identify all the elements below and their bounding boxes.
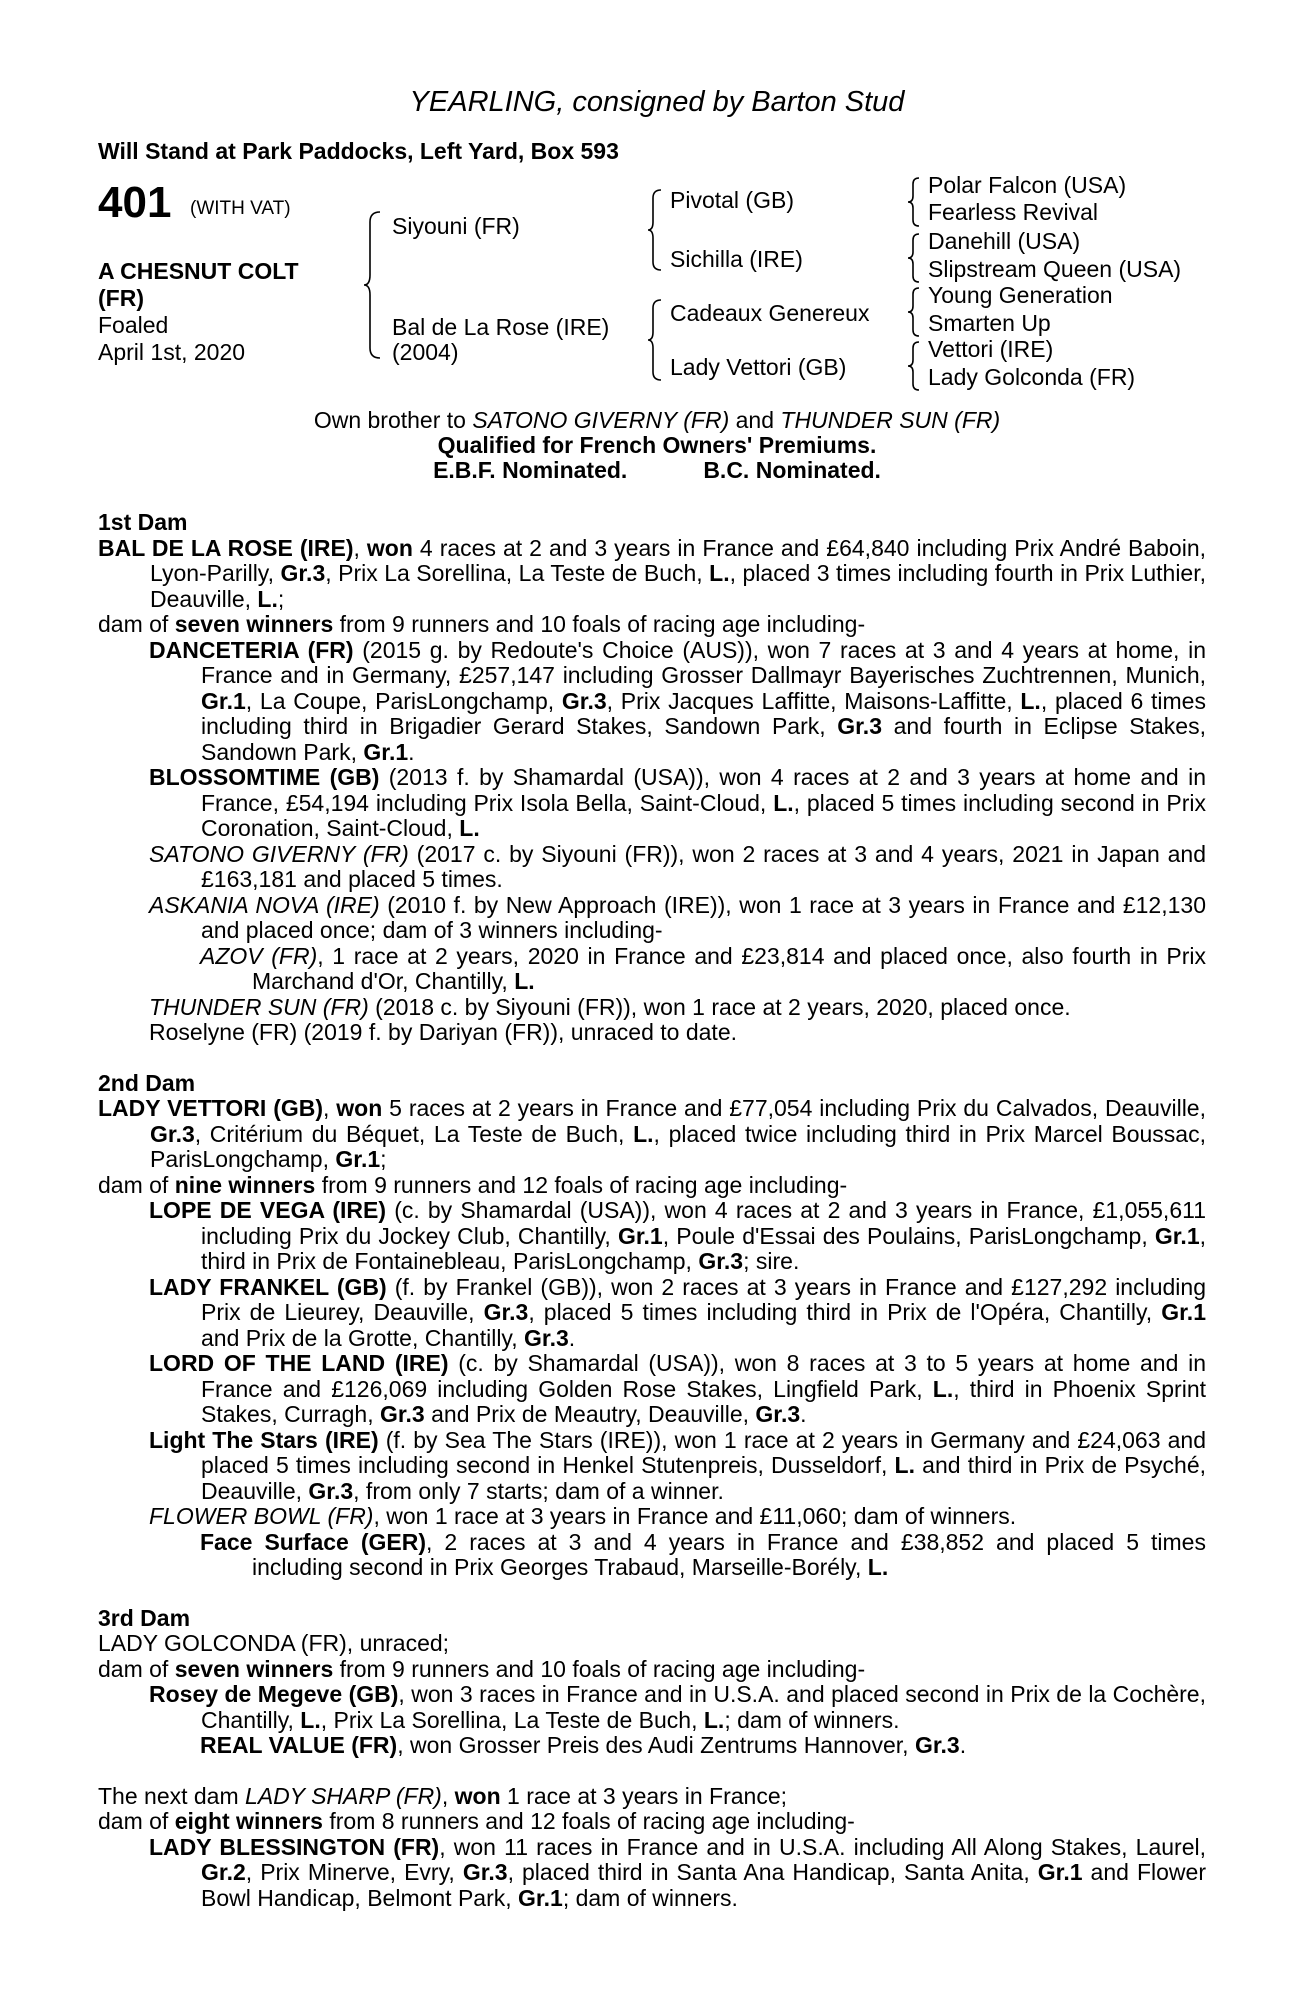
- stand-location: Will Stand at Park Paddocks, Left Yard, Box 593: [98, 138, 619, 164]
- dam2-heading: 2nd Dam: [98, 1069, 196, 1096]
- produce-light-the-stars: Light The Stars (IRE) (f. by Sea The Stars (IRE)), won 1 race at 2 years in Germany and £24,063 and placed 5 times including second in Henkel Stutenpreis, Dusseldorf, L. and third in Prix de Psyché, Deauville, Gr.3, from only 7 starts; dam of a winner.: [149, 1426, 1207, 1504]
- produce-lope-de-vega: LOPE DE VEGA (IRE) (c. by Shamardal (USA)), won 4 races at 2 and 3 years in France, £1,055,611 including Prix du Jockey Club, Chantilly, Gr.1, Poule d'Essai des Poulains, ParisLongchamp, Gr.1, third in Prix de Fontainebleau, ParisLongchamp, Gr.3; sire.: [149, 1197, 1207, 1274]
- brother-note: Own brother to SATONO GIVERNY (FR) and THUNDER SUN (FR): [313, 407, 1001, 433]
- sire-name: Siyouni (FR): [392, 213, 520, 239]
- produce-rosey-de-megeve: Rosey de Megeve (GB), won 3 races in France and in U.S.A. and placed second in Prix de la Cochère, Chantilly, L., Prix La Sorellina, La Teste de Buch, L.; dam of winners.: [149, 1681, 1206, 1733]
- grandsire-4: Vettori (IRE): [928, 336, 1054, 362]
- dam3-produce-summary: dam of seven winners from 9 runners and 10 foals of racing age including-: [98, 1655, 866, 1682]
- dam2-produce-summary: dam of nine winners from 9 runners and 12 foals of racing age including-: [98, 1171, 848, 1198]
- pedigree-brace-g1: [906, 176, 922, 228]
- dam-name: Bal de La Rose (IRE): [392, 314, 610, 340]
- foaled-date: April 1st, 2020: [98, 339, 246, 365]
- grandsire-3: Young Generation: [928, 282, 1113, 308]
- horse-country: (FR): [98, 285, 144, 311]
- dam1-produce-summary: dam of seven winners from 9 runners and 10 foals of racing age including-: [98, 611, 866, 637]
- pedigree-brace-g4: [906, 340, 922, 392]
- produce-roselyne: Roselyne (FR) (2019 f. by Dariyan (FR)), unraced to date.: [149, 1019, 738, 1045]
- vat-note: (WITH VAT): [190, 198, 291, 219]
- horse-description: A CHESNUT COLT: [98, 258, 299, 284]
- nominations-note: E.B.F. Nominated. B.C. Nominated.: [433, 457, 881, 483]
- sire-dam-name: Sichilla (IRE): [670, 246, 803, 272]
- grandsire-1: Polar Falcon (USA): [928, 172, 1127, 198]
- lot-number: 401: [98, 178, 172, 227]
- pedigree-brace-g2: [906, 232, 922, 284]
- produce-lady-frankel: LADY FRANKEL (GB) (f. by Frankel (GB)), won 2 races at 3 years in France and £127,292 including Prix de Lieurey, Deauville, Gr.3, placed 5 times including third in Prix de l'Opéra, Chantilly, Gr.1 and Prix de la Grotte, Chantilly, Gr.3.: [149, 1273, 1206, 1351]
- dam3-heading: 3rd Dam: [98, 1604, 191, 1631]
- grandsire-2: Danehill (USA): [928, 228, 1081, 254]
- notes-block: [0, 408, 1314, 483]
- sire-sire-name: Pivotal (GB): [670, 187, 794, 213]
- produce-satono-giverny: SATONO GIVERNY (FR) (2017 c. by Siyouni (FR)), won 2 races at 3 and 4 years, 2021 in Japan and £163,181 and placed 5 times.: [149, 840, 1206, 892]
- produce-lord-of-the-land: LORD OF THE LAND (IRE) (c. by Shamardal (USA)), won 8 races at 3 to 5 years at home and in France and £126,069 including Golden Rose Stakes, Lingfield Park, L., third in Phoenix Sprint Stakes, Curragh, Gr.3 and Prix de Meautry, Deauville, Gr.3.: [149, 1350, 1207, 1427]
- produce-lady-blessington: LADY BLESSINGTON (FR), won 11 races in France and in U.S.A. including All Along Stakes, Laurel, Gr.2, Prix Minerve, Evry, Gr.3, placed third in Santa Ana Handicap, Santa Anita, Gr.1 and Flower Bowl Handicap, Belmont Park, Gr.1; dam of winners.: [149, 1833, 1206, 1911]
- foaled-label: Foaled: [98, 312, 169, 338]
- produce-face-surface: Face Surface (GER), 2 races at 3 and 4 years in France and £38,852 and placed 5 times including second in Prix Georges Trabaud, Marseille-Borély, L.: [200, 1528, 1206, 1580]
- granddam-2: Slipstream Queen (USA): [928, 256, 1182, 282]
- produce-thunder-sun: THUNDER SUN (FR) (2018 c. by Siyouni (FR)), won 1 race at 2 years, 2020, placed once.: [149, 993, 1071, 1020]
- dam-dam-name: Lady Vettori (GB): [670, 354, 847, 380]
- dam4-produce-summary: dam of eight winners from 8 runners and 12 foals of racing age including-: [98, 1808, 855, 1834]
- dam-sire-name: Cadeaux Genereux: [670, 300, 870, 326]
- pedigree-brace-dam: [646, 298, 664, 382]
- family-body: [98, 510, 1206, 1911]
- produce-real-value: REAL VALUE (FR), won Grosser Preis des Audi Zentrums Hannover, Gr.3.: [200, 1732, 967, 1758]
- produce-flower-bowl: FLOWER BOWL (FR), won 1 race at 3 years in France and £11,060; dam of winners.: [149, 1503, 1017, 1529]
- dam4-record: The next dam LADY SHARP (FR), won 1 race at 3 years in France;: [98, 1782, 787, 1809]
- pedigree-brace-main: [362, 210, 384, 360]
- pedigree-brace-sire: [646, 188, 664, 272]
- dam2-record: LADY VETTORI (GB), won 5 races at 2 years in France and £77,054 including Prix du Calvados, Deauville, Gr.3, Critérium du Béquet, La Teste de Buch, L., placed twice including third in Prix Marcel Boussac, ParisLongchamp, Gr.1;: [98, 1095, 1206, 1172]
- premiums-note: Qualified for French Owners' Premiums.: [437, 432, 877, 458]
- dam1-heading: 1st Dam: [98, 509, 188, 535]
- granddam-1: Fearless Revival: [928, 199, 1098, 225]
- produce-askania-nova: ASKANIA NOVA (IRE) (2010 f. by New Approach (IRE)), won 1 race at 3 years in France and £12,130 and placed once; dam of 3 winners including-: [149, 891, 1206, 943]
- pedigree-brace-g3: [906, 286, 922, 338]
- catalogue-title: YEARLING, consigned by Barton Stud: [409, 86, 905, 118]
- produce-blossomtime: BLOSSOMTIME (GB) (2013 f. by Shamardal (USA)), won 4 races at 2 and 3 years at home and in France, £54,194 including Prix Isola Bella, Saint-Cloud, L., placed 5 times including second in Prix Coronation, Saint-Cloud, L.: [149, 764, 1206, 841]
- produce-danceteria: DANCETERIA (FR) (2015 g. by Redoute's Choice (AUS)), won 7 races at 3 and 4 years at home, in France and in Germany, £257,147 including Grosser Dallmayr Bayerisches Zuchtrennen, Munich, Gr.1, La Coupe, ParisLongchamp, Gr.3, Prix Jacques Laffitte, Maisons-Laffitte, L., placed 6 times including third in Brigadier Gerard Stakes, Sandown Park, Gr.3 and fourth in Eclipse Stakes, Sandown Park, Gr.1.: [149, 636, 1206, 765]
- granddam-3: Smarten Up: [928, 310, 1051, 336]
- produce-azov: AZOV (FR), 1 race at 2 years, 2020 in France and £23,814 and placed once, also fourth in Prix Marchand d'Or, Chantilly, L.: [200, 942, 1206, 994]
- dam1-record: BAL DE LA ROSE (IRE), won 4 races at 2 and 3 years in France and £64,840 including Prix André Baboin, Lyon-Parilly, Gr.3, Prix La Sorellina, La Teste de Buch, L., placed 3 times including fourth in Prix Luthier, Deauville, L.;: [98, 534, 1206, 612]
- dam3-record: LADY GOLCONDA (FR), unraced;: [98, 1630, 450, 1656]
- granddam-4: Lady Golconda (FR): [928, 364, 1136, 390]
- dam-year: (2004): [392, 339, 459, 365]
